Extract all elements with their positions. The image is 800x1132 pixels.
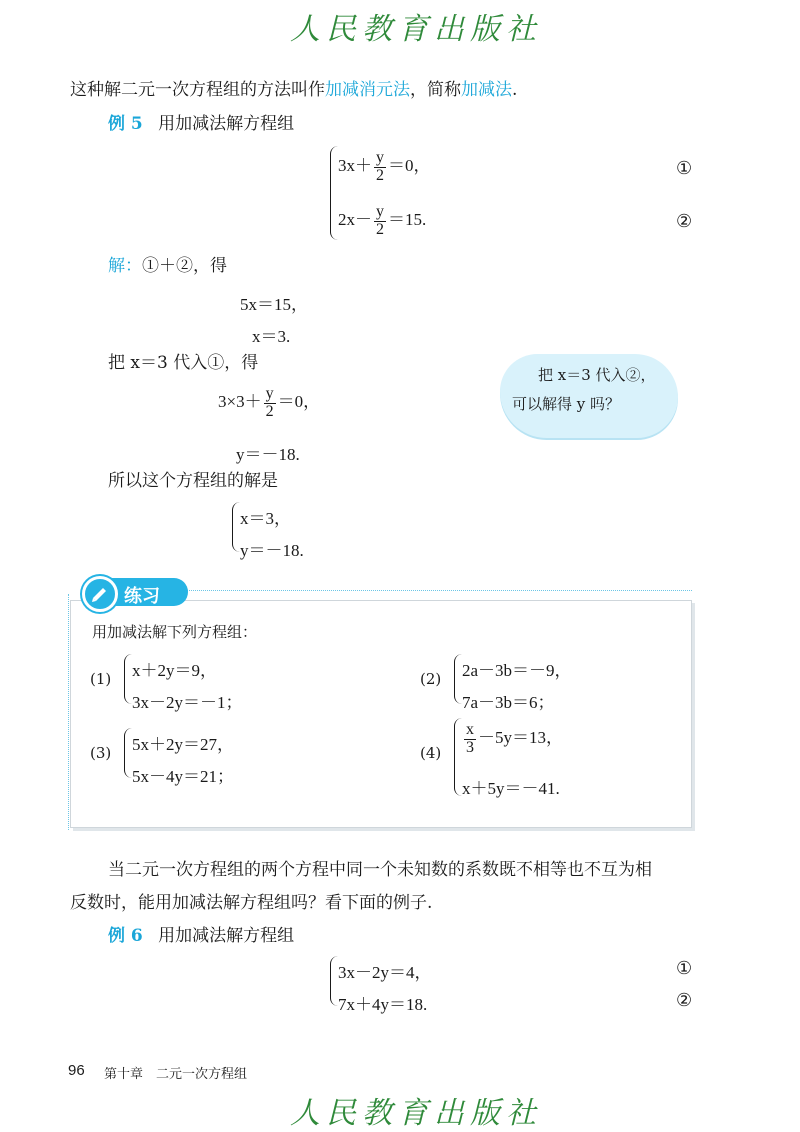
exercise-3-eq2: 5x－4y＝21； xyxy=(132,767,234,786)
chapter-title: 第十章 二元一次方程组 xyxy=(104,1067,248,1082)
example6-eq1-tag: ① xyxy=(676,958,693,979)
bubble-line-1: 把 x＝3 代入②， xyxy=(538,366,656,384)
step-x: x＝3. xyxy=(252,327,291,346)
eq2-denominator: 2 xyxy=(376,220,384,238)
exercise-4-fraction xyxy=(464,722,476,757)
eq1-numerator: y xyxy=(376,149,384,166)
exercise-prompt: 用加减法解下列方程组： xyxy=(92,623,258,641)
eq2-numerator: y xyxy=(376,203,384,220)
answer-y: y＝－18. xyxy=(240,541,304,560)
pencil-icon-glyph xyxy=(85,579,115,609)
term-addition: 加减法 xyxy=(461,80,512,100)
example5-task: 用加减法解方程组 xyxy=(158,114,295,134)
step3-right: ＝0， xyxy=(277,392,321,412)
solution-line xyxy=(108,258,227,275)
intro-text-3: . xyxy=(512,80,518,100)
pencil-icon xyxy=(82,576,118,612)
intro-sentence xyxy=(70,82,517,99)
exercise-2-eq1: 2a－3b＝－9， xyxy=(462,661,572,680)
step-y: y＝－18. xyxy=(236,445,300,464)
step3-fraction xyxy=(264,386,276,421)
eq1-left: 3x＋ xyxy=(338,156,372,176)
eq1-fraction xyxy=(374,150,386,185)
step3-denominator: 2 xyxy=(265,402,274,420)
example6-label: 例 6 xyxy=(108,926,143,946)
exercise-2-number: (2) xyxy=(420,670,442,688)
exercise-1-number: (1) xyxy=(90,670,112,688)
intro-text-1: 这种解二元一次方程组的方法叫作 xyxy=(70,80,325,100)
eq2-right: ＝15. xyxy=(388,210,427,230)
example5-label: 例 5 xyxy=(108,114,143,134)
exercise-3-number: (3) xyxy=(90,744,112,762)
eq2-fraction xyxy=(374,204,386,239)
example6-eq2: 7x＋4y＝18. xyxy=(338,995,428,1014)
exercise-4-eq1-rest: －5y＝13， xyxy=(478,728,563,748)
exercise-title: 练习 xyxy=(124,586,160,607)
example5-eq2 xyxy=(338,204,426,239)
eq2-left: 2x－ xyxy=(338,210,372,230)
exercise-3-eq1: 5x＋2y＝27， xyxy=(132,735,234,754)
exercise-4-number: (4) xyxy=(420,744,442,762)
step-5x: 5x＝15， xyxy=(240,295,308,314)
eq1-denominator: 2 xyxy=(376,166,384,184)
solution-label: 解： xyxy=(108,256,142,276)
conclusion-text: 所以这个方程组的解是 xyxy=(108,471,278,491)
step3-numerator: y xyxy=(265,385,274,402)
example5-heading xyxy=(108,116,294,133)
eq1-tag: ① xyxy=(676,158,693,179)
term-elimination: 加减消元法 xyxy=(325,80,410,100)
example6-heading xyxy=(108,928,294,945)
intro-text-2: ，简称 xyxy=(410,80,461,100)
eq2-tag: ② xyxy=(676,211,693,232)
answer-x: x＝3， xyxy=(240,509,291,528)
example6-task: 用加减法解方程组 xyxy=(158,926,295,946)
exercise-left-dotted-line xyxy=(68,594,69,830)
exercise-4-numerator: x xyxy=(466,721,474,738)
paragraph2-line1: 当二元一次方程组的两个方程中同一个未知数的系数既不相等也不互为相 xyxy=(108,860,652,880)
bubble-line-2: 可以解得 y 吗？ xyxy=(512,395,621,413)
substitute-text: 把 x＝3 代入①，得 xyxy=(108,353,259,373)
exercise-4-denominator: 3 xyxy=(466,738,474,756)
example5-eq1 xyxy=(338,150,431,185)
publisher-logo: 人民教育出版社 xyxy=(290,12,542,47)
paragraph2-line2: 反数时，能用加减法解方程组吗？看下面的例子. xyxy=(70,893,433,913)
example6-eq1: 3x－2y＝4， xyxy=(338,963,432,982)
step-substituted xyxy=(218,386,320,421)
exercise-top-dotted-line xyxy=(186,590,692,591)
exercise-4-eq2: x＋5y＝－41. xyxy=(462,779,560,798)
publisher-logo-footer: 人民教育出版社 xyxy=(290,1096,542,1131)
exercise-1-eq1: x＋2y＝9， xyxy=(132,661,217,680)
eq1-right: ＝0， xyxy=(388,156,431,176)
exercise-4-eq1 xyxy=(462,722,563,757)
example6-eq2-tag: ② xyxy=(676,990,693,1011)
exercise-2-eq2: 7a－3b＝6； xyxy=(462,693,555,712)
solution-text: ①＋②，得 xyxy=(142,256,227,276)
page-number: 96 xyxy=(68,1062,85,1079)
exercise-1-eq2: 3x－2y＝－1； xyxy=(132,693,243,712)
step3-left: 3×3＋ xyxy=(218,392,262,412)
